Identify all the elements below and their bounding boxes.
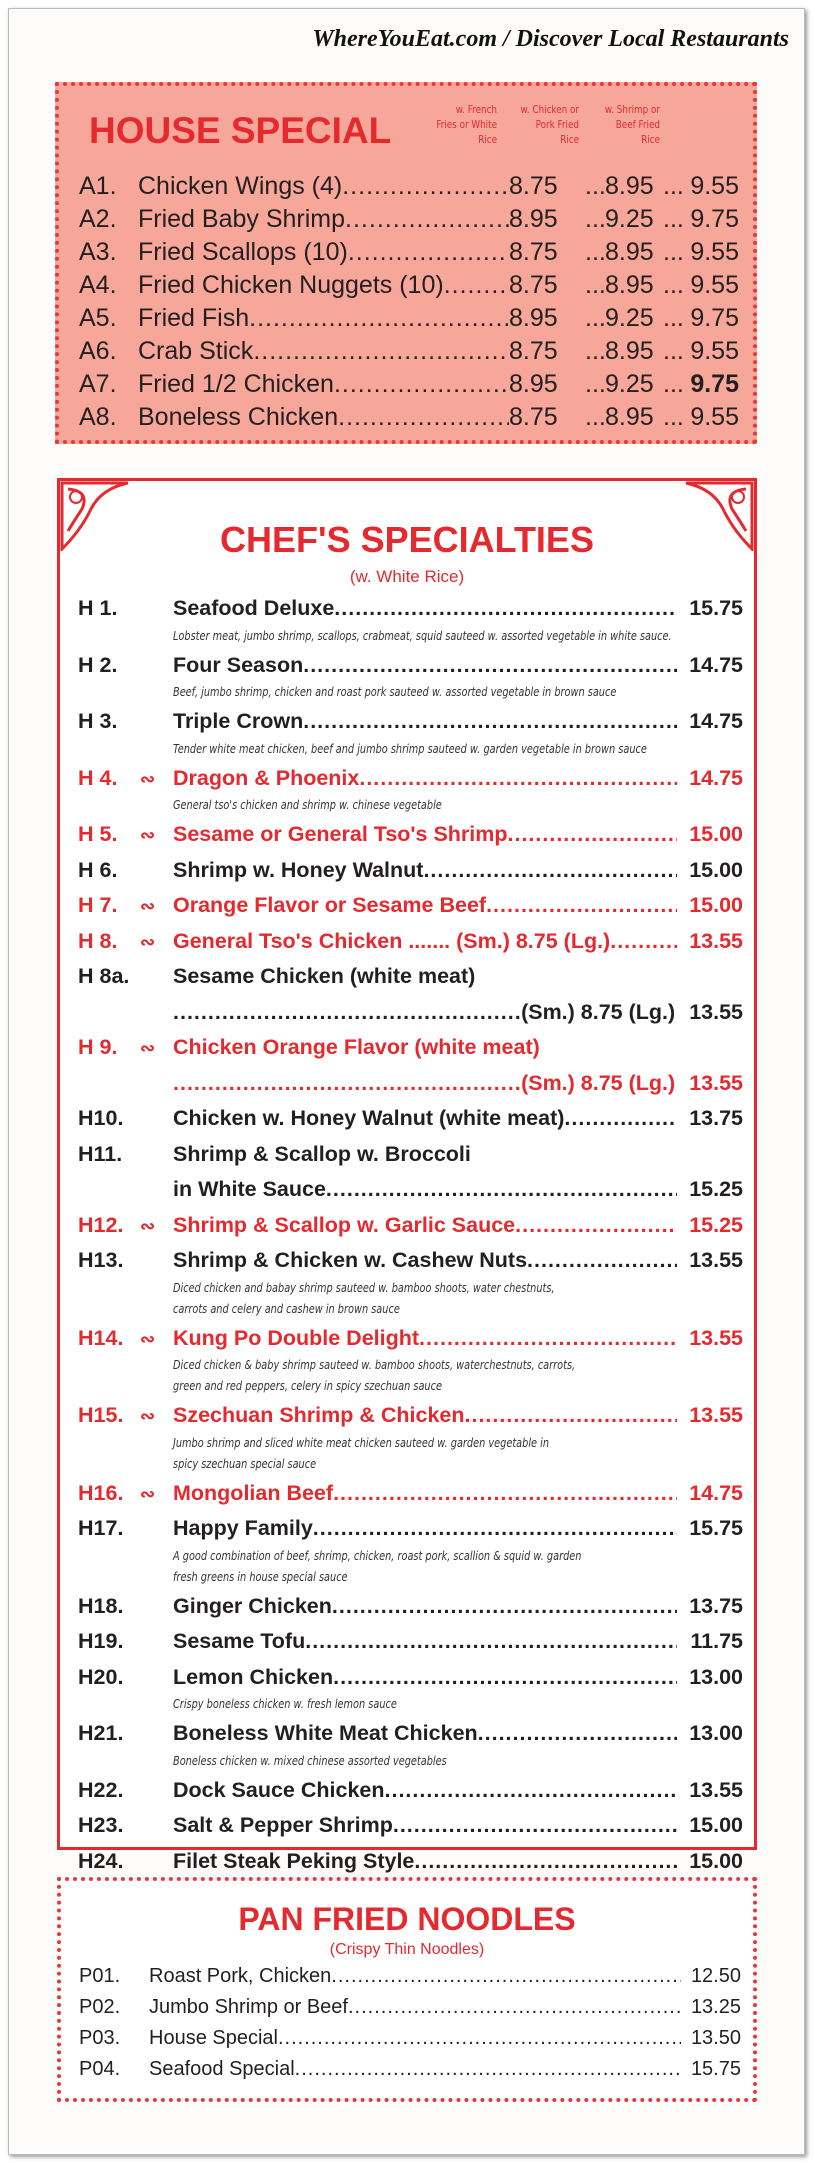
- item-name: Fried Scallops (10): [138, 238, 348, 266]
- item-description: A good combination of beef, shrimp, chicken, roast pork, scallion & squid w. garden: [173, 1547, 582, 1563]
- column-header: w. Chicken or Pork Fried Rice: [520, 103, 579, 146]
- item-name: Lemon Chicken: [173, 1664, 334, 1689]
- dot-leader: [359, 761, 677, 797]
- item-name: Crab Stick: [138, 337, 254, 365]
- item-code: H20.: [78, 1664, 124, 1689]
- item-name: Fried Baby Shrimp: [138, 205, 346, 233]
- item-price: 15.25: [689, 1212, 743, 1237]
- item-name: Jumbo Shrimp or Beef: [149, 1996, 348, 2018]
- item-price: 13.55: [689, 1403, 743, 1427]
- dot-leader: [444, 271, 509, 300]
- item-description: General tso's chicken and shrimp w. chinese vegetable: [173, 797, 442, 812]
- item-description: fresh greens in house special sauce: [173, 1568, 348, 1584]
- price-chicken-pork-fried-rice: 9.25: [605, 370, 654, 398]
- price-chicken-pork-fried-rice: 8.95: [605, 337, 654, 365]
- item-price: 13.75: [689, 1106, 743, 1130]
- item-code: H15.: [78, 1403, 124, 1427]
- menu-item-row: [78, 817, 743, 853]
- item-price: 13.75: [689, 1593, 743, 1618]
- item-code: H12.: [78, 1212, 124, 1237]
- item-code: P03.: [79, 2027, 121, 2049]
- dot-leader: [414, 1844, 677, 1880]
- item-name: Mongolian Beef: [173, 1480, 334, 1505]
- dot-leader: [585, 337, 605, 366]
- price-shrimp-beef-fried-rice: 9.55: [690, 238, 739, 266]
- item-code: A4.: [79, 271, 117, 299]
- menu-item-row: [78, 1066, 743, 1102]
- column-header: w. Shrimp or Beef Fried Rice: [604, 103, 660, 146]
- item-description: Beef, jumbo shrimp, chicken and roast pork sauteed w. assorted vegetable in brown sauce: [173, 684, 617, 699]
- menu-item-row: [78, 1716, 743, 1752]
- price-chicken-pork-fried-rice: 9.25: [605, 304, 654, 332]
- dot-leader: [564, 1101, 677, 1137]
- dot-leader: [332, 1589, 677, 1625]
- item-code: H19.: [78, 1629, 124, 1653]
- menu-item-row: [78, 1208, 743, 1244]
- dot-leader: [342, 172, 509, 201]
- item-name: Salt & Pepper Shrimp: [173, 1813, 393, 1837]
- dot-leader: [331, 1965, 681, 1988]
- item-code: H 7.: [78, 893, 118, 917]
- menu-item-row: [79, 1965, 741, 1996]
- item-code: H16.: [78, 1480, 124, 1505]
- item-price: 13.00: [689, 1721, 743, 1745]
- dot-leader: [338, 403, 509, 432]
- dot-leader: [173, 995, 521, 1031]
- dot-leader: [515, 1208, 677, 1244]
- item-name: Orange Flavor or Sesame Beef: [173, 893, 487, 917]
- house-special-section: [55, 82, 757, 444]
- item-code: H 2.: [78, 652, 118, 677]
- item-code: H 1.: [78, 596, 118, 620]
- menu-item-row: [79, 2027, 741, 2058]
- dot-leader: [663, 304, 683, 333]
- item-name: Chicken Wings (4): [138, 172, 343, 200]
- item-name: Triple Crown: [173, 709, 304, 733]
- item-name: Ginger Chicken: [173, 1593, 332, 1618]
- menu-item-row: [78, 1660, 743, 1696]
- dot-leader: [278, 2027, 681, 2050]
- item-price: 15.00: [689, 1813, 743, 1837]
- item-code: H10.: [78, 1106, 124, 1130]
- item-price: 13.55: [689, 1248, 743, 1272]
- dot-leader: [585, 271, 605, 300]
- item-name: Fried Chicken Nuggets (10): [138, 271, 444, 299]
- dot-leader: [585, 370, 605, 399]
- dot-leader: [305, 1624, 677, 1660]
- item-price: 11.75: [690, 1629, 743, 1653]
- price-chicken-pork-fried-rice: 9.25: [605, 205, 654, 233]
- item-name: (Sm.) 8.75 (Lg.): [521, 1070, 676, 1095]
- dot-leader: [303, 648, 677, 684]
- price-white-rice: 8.95: [509, 304, 558, 332]
- menu-item-row: [78, 1243, 743, 1279]
- item-name: Dragon & Phoenix: [173, 765, 360, 790]
- item-name: in White Sauce: [173, 1177, 326, 1201]
- dot-leader: [345, 205, 509, 234]
- menu-item-row: [78, 1030, 743, 1066]
- item-name: House Special: [149, 2027, 278, 2049]
- chefs-specialties-section: [57, 478, 757, 1873]
- item-price: 13.55: [689, 1777, 743, 1802]
- price-shrimp-beef-fried-rice: 9.55: [690, 337, 739, 365]
- item-name: Sesame Chicken (white meat): [173, 964, 476, 988]
- item-code: A1.: [79, 172, 117, 200]
- dot-leader: [423, 853, 677, 889]
- dot-leader: [527, 1243, 677, 1279]
- item-code: A2.: [79, 205, 117, 233]
- item-name: Shrimp & Chicken w. Cashew Nuts: [173, 1248, 528, 1272]
- item-name: Boneless White Meat Chicken: [173, 1721, 478, 1745]
- item-description: Diced chicken & baby shrimp sauteed w. bamboo shoots, waterchestnuts, carrots,: [173, 1357, 576, 1372]
- menu-item-row: [78, 1844, 743, 1880]
- item-code: H 9.: [78, 1035, 118, 1059]
- item-name: Boneless Chicken: [138, 403, 339, 431]
- menu-item-row: [78, 648, 743, 684]
- item-code: H18.: [78, 1593, 124, 1618]
- item-description: Boneless chicken w. mixed chinese assorted vegetables: [173, 1752, 447, 1768]
- item-price: 14.75: [689, 709, 743, 733]
- column-header: w. French Fries or White Rice: [436, 103, 497, 146]
- item-name: Filet Steak Peking Style: [173, 1848, 415, 1873]
- site-header[interactable]: WhereYouEat.com / Discover Local Restaurants: [312, 26, 789, 52]
- hot-pepper-icon: ∾: [140, 896, 156, 916]
- menu-item-row: [78, 1808, 743, 1844]
- pan-fried-noodles-section: [57, 1877, 757, 2102]
- dot-leader: [610, 924, 677, 960]
- item-code: A3.: [79, 238, 117, 266]
- item-description: Crispy boneless chicken w. fresh lemon sauce: [173, 1696, 397, 1711]
- item-code: H21.: [78, 1721, 124, 1745]
- menu-item-row: [79, 370, 739, 403]
- item-code: H 3.: [78, 709, 118, 733]
- dot-leader: [295, 2058, 681, 2081]
- menu-item-row: [79, 1996, 741, 2027]
- item-price: 13.55: [689, 1325, 743, 1350]
- menu-item-row: [78, 959, 743, 995]
- dot-leader: [663, 337, 683, 366]
- hot-pepper-icon: ∾: [140, 825, 156, 845]
- item-name: Happy Family: [173, 1516, 313, 1540]
- price-white-rice: 8.75: [509, 238, 558, 266]
- item-code: H 4.: [78, 765, 118, 790]
- dot-leader: [326, 1172, 677, 1208]
- item-name: Roast Pork, Chicken: [149, 1965, 332, 1987]
- dot-leader: [486, 888, 677, 924]
- item-code: H 5.: [78, 822, 118, 846]
- menu-item-row: [78, 1321, 743, 1357]
- item-name: Fried 1/2 Chicken: [138, 370, 334, 398]
- item-name: Fried Fish: [138, 304, 250, 332]
- chefs-specialties-list: [78, 591, 743, 1879]
- menu-item-row: [78, 761, 743, 797]
- dot-leader: [393, 1808, 677, 1844]
- pan-fried-noodles-list: [79, 1965, 741, 2089]
- item-code: H17.: [78, 1516, 124, 1540]
- item-price: 14.75: [689, 652, 743, 677]
- section-subtitle: (w. White Rice): [349, 567, 465, 586]
- house-special-list: [79, 172, 739, 436]
- item-code: H22.: [78, 1777, 124, 1802]
- dot-leader: [348, 1996, 681, 2019]
- price-white-rice: 8.75: [509, 271, 558, 299]
- item-price: 13.55: [689, 999, 743, 1024]
- item-price: 15.00: [689, 857, 743, 882]
- item-code: P01.: [79, 1965, 121, 1987]
- item-description: spicy szechuan special sauce: [173, 1455, 317, 1471]
- item-description: Lobster meat, jumbo shrimp, scallops, crabmeat, squid sauteed w. assorted vegetable in white sauce.: [173, 627, 672, 643]
- dot-leader: [663, 370, 683, 399]
- menu-item-row: [79, 304, 739, 337]
- item-description: Diced chicken and babay shrimp sauteed w. bamboo shoots, water chestnuts,: [173, 1279, 555, 1295]
- item-price: 15.00: [689, 1848, 743, 1873]
- item-code: H11.: [78, 1141, 123, 1166]
- item-description: green and red peppers, celery in spicy szechuan sauce: [173, 1378, 442, 1393]
- item-description: carrots and celery and cashew in brown sauce: [173, 1300, 400, 1316]
- price-white-rice: 8.75: [509, 337, 558, 365]
- menu-item-row: [78, 888, 743, 924]
- menu-item-row: [79, 271, 739, 304]
- item-name: General Tso's Chicken ....... (Sm.) 8.75 (Lg.): [173, 928, 611, 953]
- item-code: H 6.: [78, 857, 118, 882]
- dot-leader: [253, 337, 509, 366]
- dot-leader: [663, 205, 683, 234]
- dot-leader: [663, 271, 683, 300]
- item-price: 15.00: [689, 893, 743, 917]
- item-name: Seafood Deluxe: [173, 596, 335, 620]
- item-price: 15.75: [689, 596, 743, 620]
- item-price: 14.75: [689, 765, 743, 790]
- item-price: 13.55: [689, 928, 743, 953]
- item-price: 13.00: [689, 1664, 743, 1689]
- menu-item-row: [78, 1172, 743, 1208]
- menu-item-row: [78, 1589, 743, 1625]
- menu-item-row: [78, 704, 743, 740]
- item-price: 13.55: [689, 1070, 743, 1095]
- dot-leader: [663, 238, 683, 267]
- item-name: Seafood Special: [149, 2058, 295, 2080]
- hot-pepper-icon: ∾: [140, 1406, 156, 1426]
- dot-leader: [348, 238, 509, 267]
- dot-leader: [303, 704, 677, 740]
- item-code: A5.: [79, 304, 117, 332]
- hot-pepper-icon: ∾: [140, 1215, 156, 1236]
- price-white-rice: 8.95: [509, 205, 558, 233]
- item-name: Dock Sauce Chicken: [173, 1777, 385, 1802]
- menu-item-row: [78, 1398, 743, 1434]
- item-code: A6.: [79, 337, 117, 365]
- menu-item-row: [78, 1511, 743, 1547]
- price-chicken-pork-fried-rice: 8.95: [605, 271, 654, 299]
- item-price: 15.25: [689, 1177, 743, 1201]
- section-subtitle: (Crispy Thin Noodles): [329, 1941, 485, 1958]
- item-code: P04.: [79, 2058, 121, 2080]
- menu-item-row: [78, 995, 743, 1031]
- dot-leader: [508, 817, 677, 853]
- menu-item-row: [79, 238, 739, 271]
- price-shrimp-beef-fried-rice: 9.75: [690, 370, 739, 398]
- item-price: 13.25: [690, 1996, 741, 2018]
- dot-leader: [585, 238, 605, 267]
- hot-pepper-icon: ∾: [140, 931, 156, 952]
- price-shrimp-beef-fried-rice: 9.75: [690, 205, 739, 233]
- price-chicken-pork-fried-rice: 8.95: [605, 403, 654, 431]
- item-code: H 8.: [78, 928, 118, 953]
- item-name: Chicken w. Honey Walnut (white meat): [173, 1106, 565, 1130]
- dot-leader: [663, 403, 683, 432]
- menu-item-row: [78, 591, 743, 627]
- hot-pepper-icon: ∾: [140, 1483, 156, 1504]
- item-name: Chicken Orange Flavor (white meat): [173, 1035, 540, 1059]
- item-code: H23.: [78, 1813, 124, 1837]
- price-white-rice: 8.75: [509, 403, 558, 431]
- item-code: A8.: [79, 403, 117, 431]
- price-shrimp-beef-fried-rice: 9.75: [690, 304, 739, 332]
- dot-leader: [585, 304, 605, 333]
- dot-leader: [585, 205, 605, 234]
- dot-leader: [478, 1716, 677, 1752]
- dot-leader: [334, 370, 509, 399]
- item-price: 13.50: [690, 2027, 741, 2049]
- price-chicken-pork-fried-rice: 8.95: [605, 172, 654, 200]
- price-white-rice: 8.95: [509, 370, 558, 398]
- dot-leader: [663, 172, 683, 201]
- item-name: Shrimp w. Honey Walnut: [173, 857, 424, 882]
- item-code: H14.: [78, 1325, 124, 1350]
- dot-leader: [333, 1660, 677, 1696]
- menu-item-row: [79, 403, 739, 436]
- item-description: Tender white meat chicken, beef and jumbo shrimp sauteed w. garden vegetable in brown sauce: [173, 740, 647, 756]
- hot-pepper-icon: ∾: [140, 1038, 156, 1058]
- dot-leader: [334, 591, 677, 627]
- item-name: Sesame Tofu: [173, 1629, 306, 1653]
- price-shrimp-beef-fried-rice: 9.55: [690, 403, 739, 431]
- item-name: Four Season: [173, 652, 304, 677]
- item-name: Shrimp & Scallop w. Garlic Sauce: [173, 1212, 516, 1237]
- price-shrimp-beef-fried-rice: 9.55: [690, 271, 739, 299]
- menu-item-row: [78, 1773, 743, 1809]
- menu-item-row: [78, 853, 743, 889]
- item-code: H 8a.: [78, 964, 130, 988]
- item-name: Shrimp & Scallop w. Broccoli: [173, 1141, 471, 1166]
- hot-pepper-icon: ∾: [140, 768, 156, 789]
- item-name: (Sm.) 8.75 (Lg.): [521, 999, 676, 1024]
- section-title: CHEF'S SPECIALTIES: [220, 519, 594, 560]
- menu-item-row: [78, 1624, 743, 1660]
- dot-leader: [419, 1321, 677, 1357]
- item-price: 15.75: [690, 2058, 741, 2080]
- item-name: Szechuan Shrimp & Chicken: [173, 1403, 465, 1427]
- menu-item-row: [79, 205, 739, 238]
- item-price: 14.75: [689, 1480, 743, 1505]
- menu-item-row: [78, 1137, 743, 1173]
- dot-leader: [249, 304, 509, 333]
- dot-leader: [585, 403, 605, 432]
- item-price: 12.50: [690, 1965, 741, 1987]
- section-title: HOUSE SPECIAL: [89, 110, 392, 151]
- item-name: Sesame or General Tso's Shrimp: [173, 822, 508, 846]
- dot-leader: [385, 1773, 677, 1809]
- item-name: Kung Po Double Delight: [173, 1325, 420, 1350]
- dot-leader: [465, 1398, 677, 1434]
- item-code: A7.: [79, 370, 117, 398]
- menu-item-row: [78, 924, 743, 960]
- price-shrimp-beef-fried-rice: 9.55: [690, 172, 739, 200]
- item-code: H13.: [78, 1248, 124, 1272]
- price-white-rice: 8.75: [509, 172, 558, 200]
- menu-item-row: [79, 337, 739, 370]
- dot-leader: [173, 1066, 521, 1102]
- hot-pepper-icon: ∾: [140, 1328, 156, 1349]
- menu-item-row: [78, 1101, 743, 1137]
- price-chicken-pork-fried-rice: 8.95: [605, 238, 654, 266]
- section-title: PAN FRIED NOODLES: [238, 1901, 576, 1937]
- item-code: H24.: [78, 1848, 124, 1873]
- item-description: Jumbo shrimp and sliced white meat chicken sauteed w. garden vegetable in: [173, 1434, 550, 1450]
- dot-leader: [333, 1476, 677, 1512]
- dot-leader: [585, 172, 605, 201]
- menu-item-row: [78, 1476, 743, 1512]
- dot-leader: [313, 1511, 677, 1547]
- menu-item-row: [79, 2058, 741, 2089]
- menu-item-row: [79, 172, 739, 205]
- item-price: 15.75: [689, 1516, 743, 1540]
- item-code: P02.: [79, 1996, 121, 2018]
- item-price: 15.00: [689, 822, 743, 846]
